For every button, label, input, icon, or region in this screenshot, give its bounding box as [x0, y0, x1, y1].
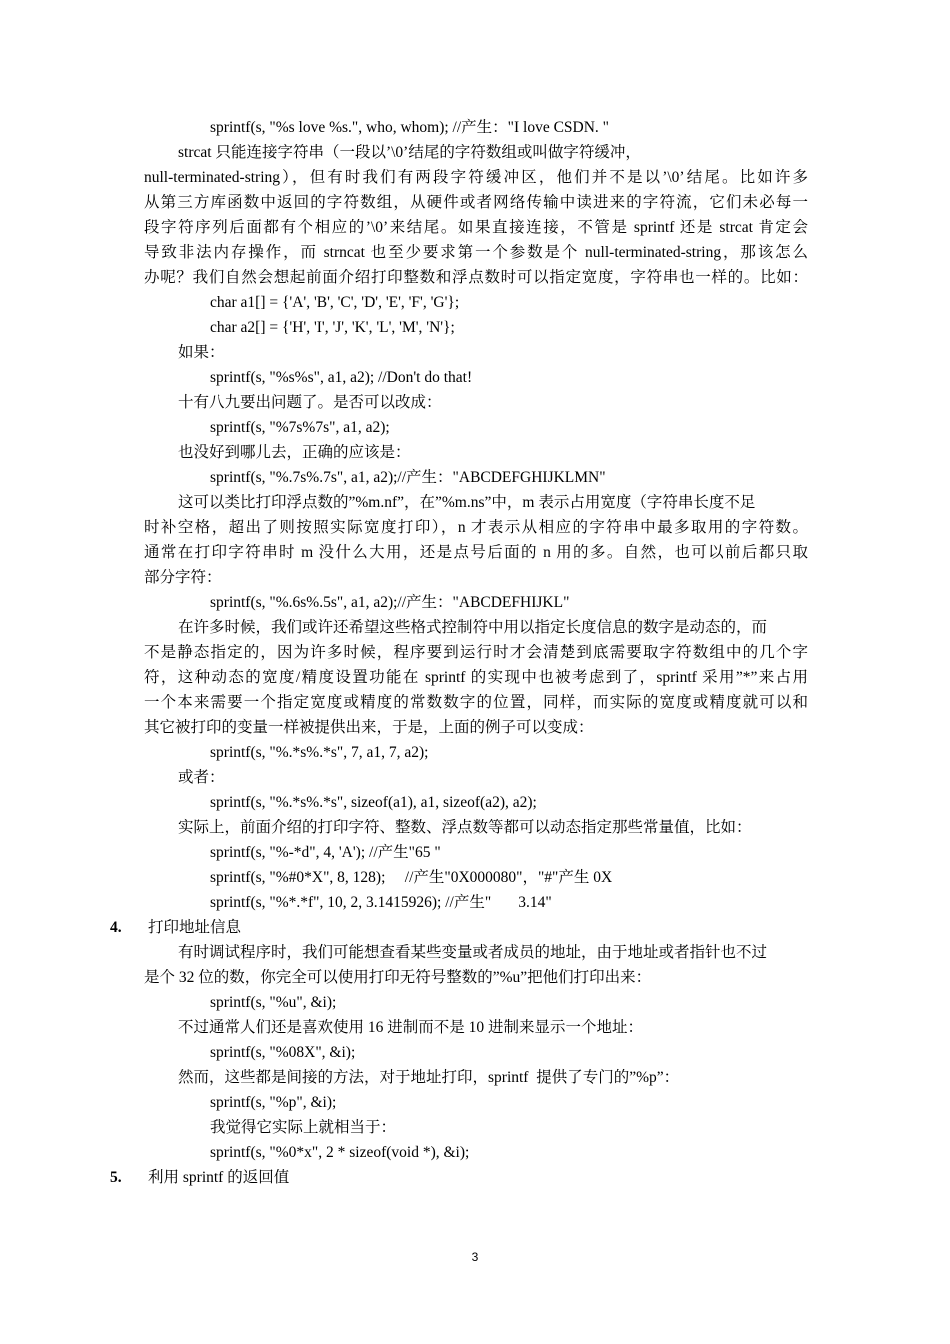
- paragraph-line: 在许多时候，我们或许还希望这些格式控制符中用以指定长度信息的数字是动态的，而: [178, 619, 768, 636]
- section-number: 5.: [110, 1169, 122, 1186]
- page-number: 3: [471, 1250, 479, 1264]
- section-number: 4.: [110, 919, 122, 936]
- paragraph-line: 通常在打印字符串时 m 没什么大用，还是点号后面的 n 用的多。自然，也可以前后都只取: [144, 544, 808, 561]
- paragraph-line: 其它被打印的变量一样被提供出来，于是，上面的例子可以变成：: [144, 719, 594, 736]
- code-line: char a1[] = {'A', 'B', 'C', 'D', 'E', 'F', 'G'};: [210, 294, 460, 311]
- paragraph-line: 或者：: [178, 769, 225, 786]
- paragraph-line: 一个本来需要一个指定宽度或精度的常数数字的位置，同样，而实际的宽度或精度就可以和: [144, 694, 808, 711]
- code-line: sprintf(s, "%-*d", 4, 'A'); //产生"65 ": [210, 844, 441, 861]
- code-line: sprintf(s, "%u", &i);: [210, 994, 337, 1011]
- paragraph-line: 部分字符：: [144, 569, 222, 586]
- paragraph-line: 符，这种动态的宽度/精度设置功能在 sprintf 的实现中也被考虑到了，sprintf 采用”*”来占用: [144, 669, 808, 686]
- paragraph-line: 十有八九要出问题了。是否可以改成：: [178, 394, 442, 411]
- paragraph-line: 我觉得它实际上就相当于：: [210, 1119, 397, 1136]
- paragraph-line: 这可以类比打印浮点数的”%m.nf”，在”%m.ns”中，m 表示占用宽度（字符串长度不足: [178, 494, 756, 511]
- paragraph-line: 段字符序列后面都有个相应的’\0’来结尾。如果直接连接，不管是 sprintf 还是 strcat 肯定会: [144, 219, 808, 236]
- paragraph-line: 办呢？我们自然会想起前面介绍打印整数和浮点数时可以指定宽度，字符串也一样的。比如：: [144, 269, 808, 286]
- paragraph-line: 是个 32 位的数，你完全可以使用打印无符号整数的”%u”把他们打印出来：: [144, 969, 652, 986]
- section-heading: 打印地址信息: [148, 919, 242, 936]
- code-line: sprintf(s, "%*.*f", 10, 2, 3.1415926); //产生" 3.14": [210, 894, 552, 911]
- code-line: sprintf(s, "%p", &i);: [210, 1094, 337, 1111]
- code-line: sprintf(s, "%.7s%.7s", a1, a2);//产生："ABCDEFGHIJKLMN": [210, 469, 606, 486]
- code-line: sprintf(s, "%s love %s.", who, whom); //产生："I love CSDN. ": [210, 119, 610, 136]
- code-line: sprintf(s, "%7s%7s", a1, a2);: [210, 419, 390, 436]
- paragraph-line: 然而，这些都是间接的方法，对于地址打印，sprintf 提供了专门的”%p”：: [178, 1069, 680, 1086]
- paragraph-line: 有时调试程序时，我们可能想查看某些变量或者成员的地址，由于地址或者指针也不过: [178, 944, 768, 961]
- code-line: sprintf(s, "%08X", &i);: [210, 1044, 356, 1061]
- code-line: sprintf(s, "%#0*X", 8, 128); //产生"0X000080"，"#"产生 0X: [210, 869, 613, 886]
- paragraph-line: 不是静态指定的，因为许多时候，程序要到运行时才会清楚到底需要取字符数组中的几个字: [144, 644, 808, 661]
- code-line: char a2[] = {'H', 'I', 'J', 'K', 'L', 'M', 'N'};: [210, 319, 455, 336]
- paragraph-line: strcat 只能连接字符串（一段以’\0’结尾的字符数组或叫做字符缓冲，: [178, 144, 641, 161]
- code-line: sprintf(s, "%.6s%.5s", a1, a2);//产生："ABCDEFHIJKL": [210, 594, 570, 611]
- paragraph-line: 导致非法内存操作，而 strncat 也至少要求第一个参数是个 null-terminated-string，那该怎么: [144, 244, 808, 261]
- paragraph-line: 也没好到哪儿去，正确的应该是：: [178, 444, 411, 461]
- paragraph-line: null-terminated-string），但有时我们有两段字符缓冲区，他们并不是以’\0’结尾。比如许多: [144, 169, 808, 186]
- code-line: sprintf(s, "%s%s", a1, a2); //Don't do that!: [210, 369, 473, 386]
- paragraph-line: 如果：: [178, 344, 225, 361]
- code-line: sprintf(s, "%0*x", 2 * sizeof(void *), &i);: [210, 1144, 470, 1161]
- paragraph-line: 从第三方库函数中返回的字符数组，从硬件或者网络传输中读进来的字符流，它们未必每一: [144, 194, 808, 211]
- paragraph-line: 实际上，前面介绍的打印字符、整数、浮点数等都可以动态指定那些常量值，比如：: [178, 819, 752, 836]
- paragraph-line: 时补空格，超出了则按照实际宽度打印），n 才表示从相应的字符串中最多取用的字符数。: [144, 519, 808, 536]
- section-heading: 利用 sprintf 的返回值: [148, 1169, 290, 1186]
- paragraph-line: 不过通常人们还是喜欢使用 16 进制而不是 10 进制来显示一个地址：: [178, 1019, 644, 1036]
- code-line: sprintf(s, "%.*s%.*s", 7, a1, 7, a2);: [210, 744, 429, 761]
- code-line: sprintf(s, "%.*s%.*s", sizeof(a1), a1, sizeof(a2), a2);: [210, 794, 537, 811]
